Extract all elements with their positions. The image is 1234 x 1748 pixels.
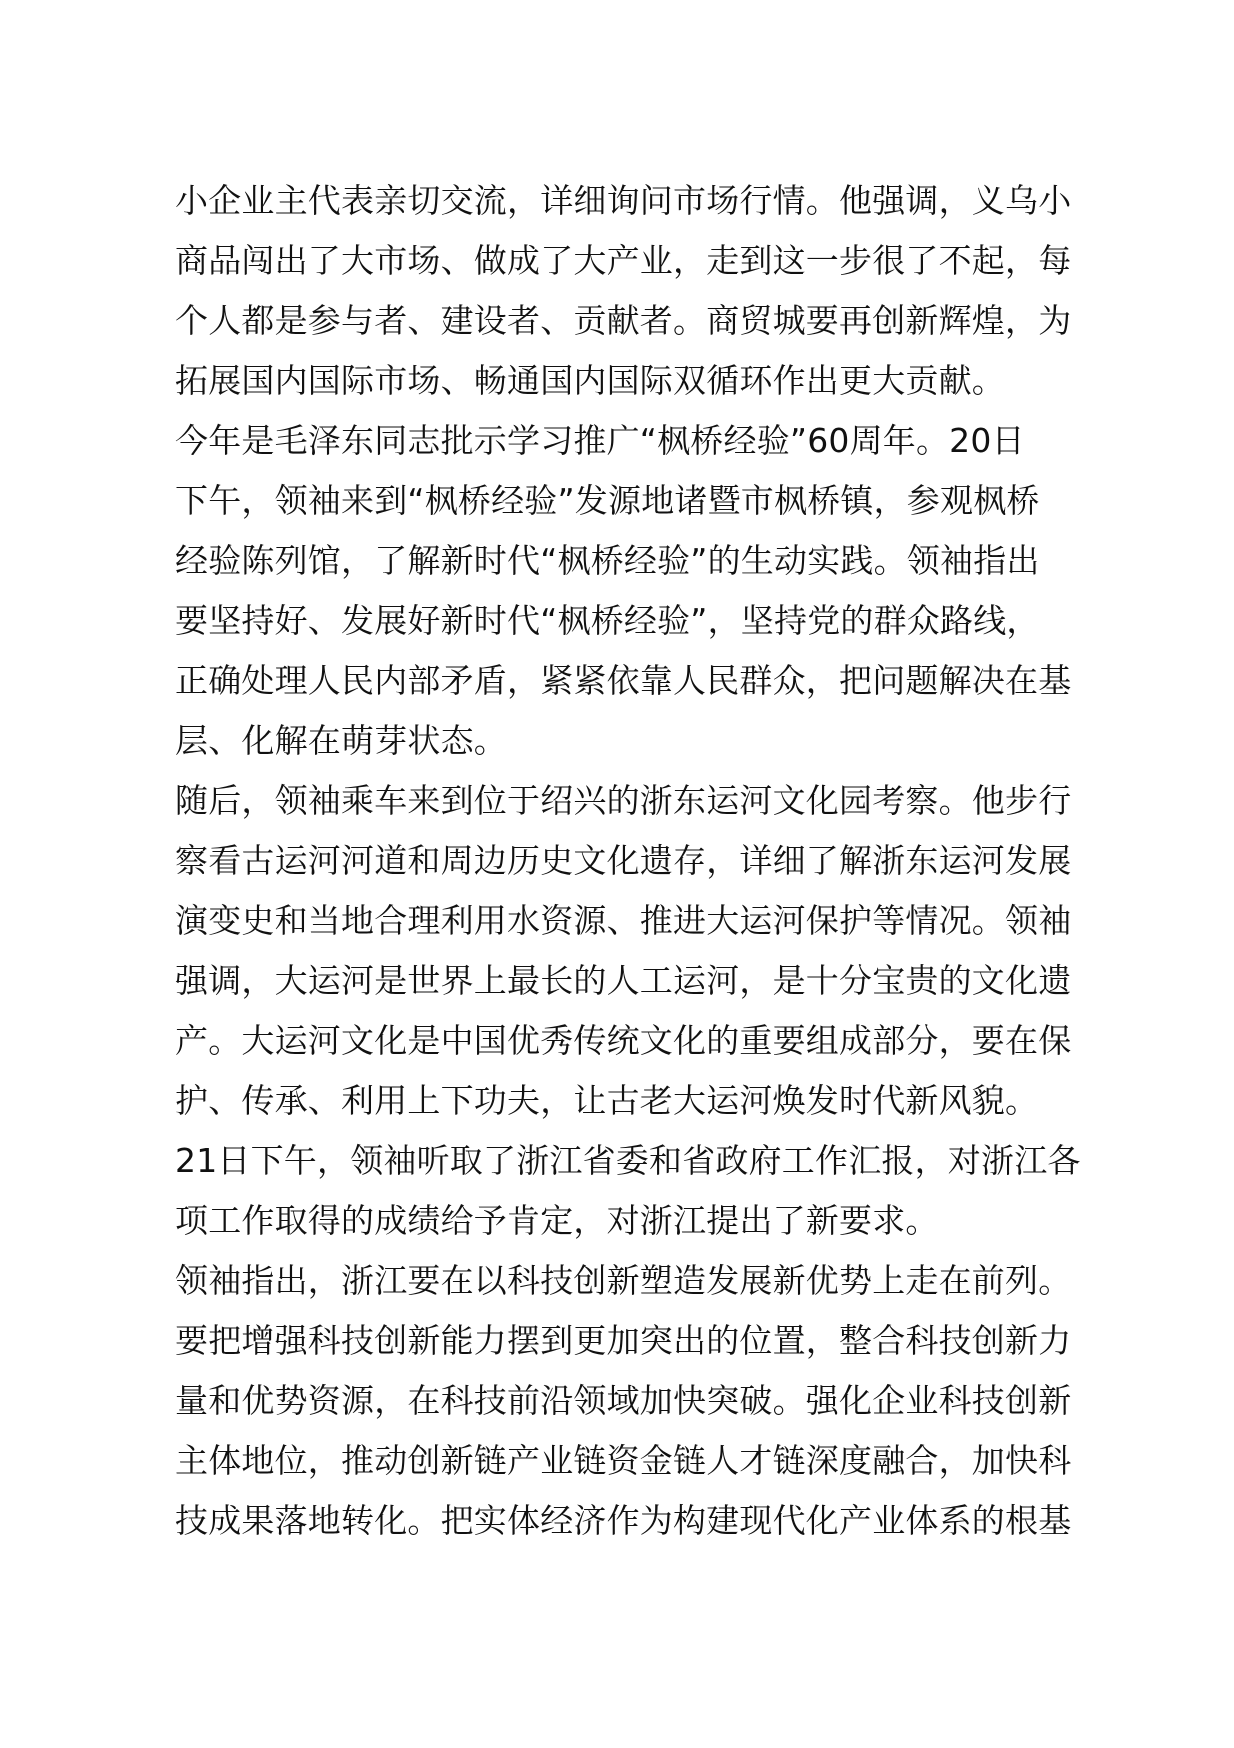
text-line: 要把增强科技创新能力摆到更加突出的位置，整合科技创新力 xyxy=(175,1321,1072,1360)
text-line: 项工作取得的成绩给予肯定，对浙江提出了新要求。 xyxy=(175,1201,939,1240)
text-line: 领袖指出，浙江要在以科技创新塑造发展新优势上走在前列。 xyxy=(175,1261,1072,1300)
text-line: 个人都是参与者、建设者、贡献者。商贸城要再创新辉煌，为 xyxy=(175,301,1072,340)
text-line: 产。大运河文化是中国优秀传统文化的重要组成部分，要在保 xyxy=(175,1021,1072,1060)
text-line: 21日下午，领袖听取了浙江省委和省政府工作汇报，对浙江各 xyxy=(175,1141,1081,1180)
text-line: 察看古运河河道和周边历史文化遗存，详细了解浙东运河发展 xyxy=(175,841,1072,880)
text-line: 今年是毛泽东同志批示学习推广“枫桥经验”60周年。20日 xyxy=(175,421,1025,460)
text-line: 拓展国内国际市场、畅通国内国际双循环作出更大贡献。 xyxy=(175,361,1005,400)
text-line: 主体地位，推动创新链产业链资金链人才链深度融合，加快科 xyxy=(175,1441,1072,1480)
text-line: 小企业主代表亲切交流，详细询问市场行情。他强调，义乌小 xyxy=(175,181,1072,220)
text-line: 商品闯出了大市场、做成了大产业，走到这一步很了不起，每 xyxy=(175,241,1072,280)
text-line: 量和优势资源，在科技前沿领域加快突破。强化企业科技创新 xyxy=(175,1381,1072,1420)
text-line: 层、化解在萌芽状态。 xyxy=(175,721,507,760)
text-line: 要坚持好、发展好新时代“枫桥经验”，坚持党的群众路线， xyxy=(175,601,1040,640)
text-line: 演变史和当地合理利用水资源、推进大运河保护等情况。领袖 xyxy=(175,901,1072,940)
text-line: 随后，领袖乘车来到位于绍兴的浙东运河文化园考察。他步行 xyxy=(175,781,1072,820)
text-line: 下午，领袖来到“枫桥经验”发源地诸暨市枫桥镇，参观枫桥 xyxy=(175,481,1040,520)
text-line: 护、传承、利用上下功夫，让古老大运河焕发时代新风貌。 xyxy=(175,1081,1039,1120)
text-line: 经验陈列馆，了解新时代“枫桥经验”的生动实践。领袖指出 xyxy=(175,541,1040,580)
text-line: 技成果落地转化。把实体经济作为构建现代化产业体系的根基 xyxy=(175,1501,1072,1540)
text-line: 正确处理人民内部矛盾，紧紧依靠人民群众，把问题解决在基 xyxy=(175,661,1072,700)
document-body xyxy=(175,171,1095,1551)
text-line: 强调，大运河是世界上最长的人工运河，是十分宝贵的文化遗 xyxy=(175,961,1072,1000)
